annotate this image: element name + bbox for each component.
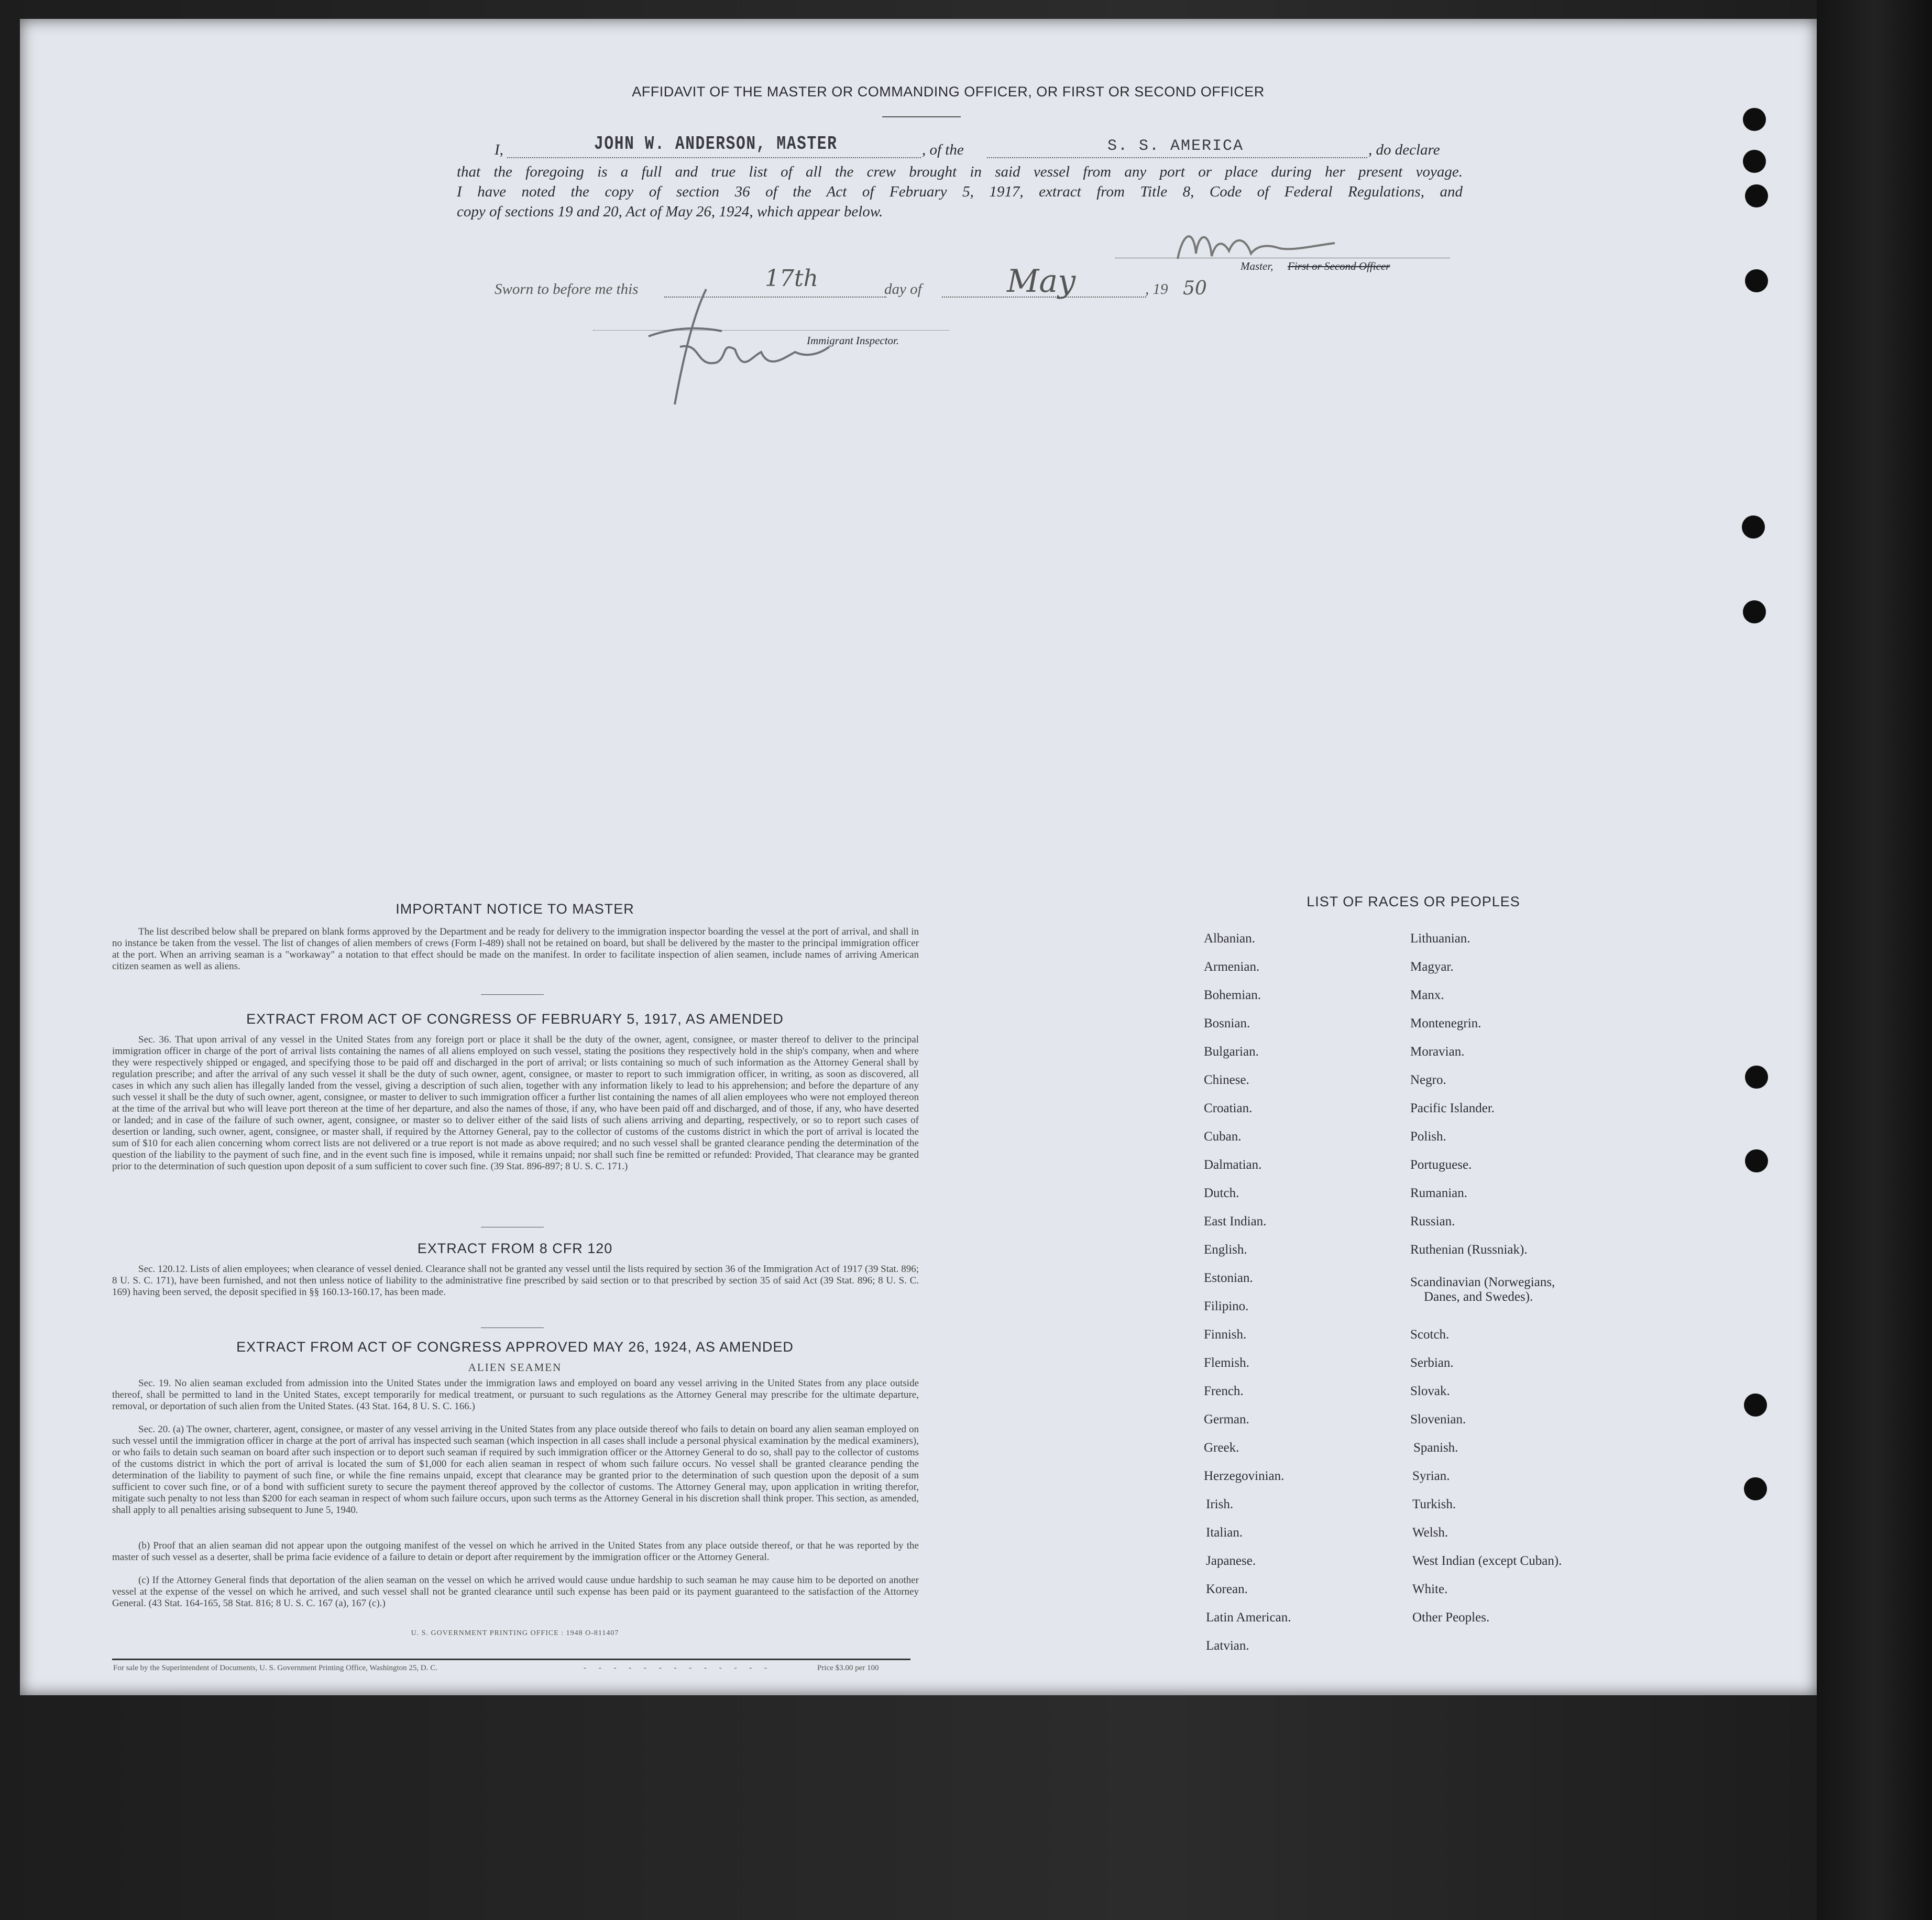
race-item: Bulgarian.	[1204, 1045, 1259, 1059]
day-of-label: day of	[884, 281, 922, 298]
punch-hole	[1745, 184, 1768, 207]
race-item: Italian.	[1206, 1526, 1243, 1540]
master-sig-label: Master,	[1241, 260, 1274, 272]
sworn-year-value: 50	[1183, 278, 1207, 299]
race-item: Rumanian.	[1410, 1186, 1468, 1200]
notice-rule	[481, 994, 544, 995]
race-item: Montenegrin.	[1410, 1016, 1481, 1030]
do-declare-label: , do declare	[1368, 141, 1440, 158]
inspector-signature-line	[593, 330, 949, 331]
punch-hole	[1743, 108, 1766, 131]
race-item: Cuban.	[1204, 1129, 1242, 1144]
race-item: French.	[1204, 1384, 1244, 1398]
vessel-name-line	[987, 157, 1367, 158]
manifest-page	[20, 19, 1817, 1695]
race-item: Croatian.	[1204, 1101, 1253, 1115]
footer-left: For sale by the Superintendent of Documents, U. S. Government Printing Office, Washington 25, D. C.	[113, 1664, 437, 1672]
extract1924-sec19: Sec. 19. No alien seaman excluded from admission into the United States under the immigration laws and employed on board any vessel arriving in the United States from any place outside thereof, shall be permitted to land in the United States, except temporarily for medical treatment, or pursuant to such regulations as the Attorney General may prescribe for the ultimate departure, removal, or deportation of such alien from the United States. (43 Stat. 164, 8 U. S. C. 166.)	[112, 1378, 919, 1412]
race-item: Dalmatian.	[1204, 1158, 1262, 1172]
footer-rule	[112, 1659, 910, 1660]
race-item: Ruthenian (Russniak).	[1410, 1243, 1528, 1257]
race-item: Other Peoples.	[1412, 1610, 1490, 1625]
extract1924-sec20c: (c) If the Attorney General finds that deportation of the alien seaman on the vessel on which he arrived would cause undue hardship to such seaman he may cause him to be deported on another vessel at the expense of the vessel on which he arrived, and such vessel shall not be granted clearance until such expense has been paid or its payment guaranteed to the satisfaction of the Attorney General. (43 Stat. 164-165, 58 Stat. 816; 8 U. S. C. 167 (a), 167 (c).)	[112, 1575, 919, 1609]
race-item: English.	[1204, 1243, 1247, 1257]
race-item: Finnish.	[1204, 1327, 1247, 1342]
race-item: Serbian.	[1410, 1356, 1454, 1370]
affidavit-body-line3: copy of sections 19 and 20, Act of May 26, 1924, which appear below.	[457, 203, 883, 220]
punch-hole	[1745, 1066, 1768, 1089]
extract1917-heading: EXTRACT FROM ACT OF CONGRESS OF FEBRUARY 5, 1917, AS AMENDED	[246, 1011, 784, 1027]
race-item: Syrian.	[1412, 1469, 1450, 1483]
race-item: Danes, and Swedes).	[1424, 1290, 1533, 1304]
affidavit-title: AFFIDAVIT OF THE MASTER OR COMMANDING OFFICER, OR FIRST OR SECOND OFFICER	[632, 84, 1265, 100]
race-item: Bosnian.	[1204, 1016, 1250, 1030]
race-item: Moravian.	[1410, 1045, 1465, 1059]
punch-hole	[1744, 1394, 1767, 1417]
race-item: Irish.	[1206, 1497, 1234, 1511]
race-item: Slovak.	[1410, 1384, 1450, 1398]
affidavit-body-line1: that the foregoing is a full and true list of all the crew brought in said vessel from any port or place during her present voyage.	[457, 163, 1463, 180]
race-item: Spanish.	[1413, 1441, 1458, 1455]
punch-hole	[1742, 515, 1765, 539]
sworn-day-value: 17th	[765, 265, 819, 292]
race-item: Negro.	[1410, 1073, 1446, 1087]
binding-edge	[1817, 0, 1932, 1920]
inspector-label: Immigrant Inspector.	[807, 334, 899, 347]
extract1924-subheading: ALIEN SEAMEN	[468, 1361, 562, 1374]
punch-hole	[1743, 150, 1766, 173]
race-item: Pacific Islander.	[1410, 1101, 1495, 1115]
race-item: German.	[1204, 1412, 1249, 1427]
race-item: Albanian.	[1204, 931, 1255, 946]
punch-hole	[1743, 600, 1766, 623]
race-item: Greek.	[1204, 1441, 1239, 1455]
race-item: Dutch.	[1204, 1186, 1239, 1200]
race-item: Scandinavian (Norwegians,	[1410, 1275, 1555, 1289]
races-heading: LIST OF RACES OR PEOPLES	[1307, 894, 1520, 909]
race-item: Herzegovinian.	[1204, 1469, 1285, 1483]
extract1924-heading: EXTRACT FROM ACT OF CONGRESS APPROVED MAY 26, 1924, AS AMENDED	[236, 1339, 794, 1355]
printer-line: U. S. GOVERNMENT PRINTING OFFICE : 1948 O-811407	[411, 1629, 619, 1637]
race-item: East Indian.	[1204, 1214, 1267, 1228]
notice-text: The list described below shall be prepared on blank forms approved by the Department and be ready for delivery to the immigration inspector boarding the vessel at the port of arrival, and shall in no instance be taken from the vessel. The list of changes of alien members of crews (Form I-489) shall not be retained on board, but shall be delivered by the master to the principal immigration officer at the port. When an arriving seaman is a "workaway" a notation to that effect should be made on the manifest. In order to facilitate inspection of alien seamen, include names of arriving American citizen seamen as well as aliens.	[112, 926, 919, 972]
race-item: Latvian.	[1206, 1639, 1249, 1653]
master-name-line	[507, 157, 921, 158]
race-item: West Indian (except Cuban).	[1412, 1554, 1562, 1568]
sworn-label: Sworn to before me this	[495, 281, 639, 298]
footer-dashes: - - - - - - - - - - - - -	[584, 1664, 772, 1672]
race-item: Russian.	[1410, 1214, 1455, 1228]
race-item: Latin American.	[1206, 1610, 1291, 1625]
punch-hole	[1745, 1149, 1768, 1172]
extract1924-sec20a: Sec. 20. (a) The owner, charterer, agent, consignee, or master of any vessel arriving in the United States from any place outside thereof who fails to detain on board any alien seaman employed on such vessel until the immigration officer in charge at the port of arrival has inspected such seaman (which inspection in all cases shall include a personal physical examination by the medical examiners), or who fails to detain such seaman on board after such inspection or to deport such seaman if required by such immigration officer or the Attorney General to do so, shall pay to the collector of customs of the customs district in which the port of arrival is located the sum of $1,000 for each alien seaman in respect of whom such failure occurs. No vessel shall be granted clearance pending the determination of the liability to payment of such fine, or while the fine remains unpaid, except that clearance may be granted prior to the determination of such question upon the deposit of a sum sufficient to cover such fine, or of a bond with sufficient surety to secure the payment thereof approved by the collector of customs. The Attorney General may, upon application in writing therefor, mitigate such penalty to not less than $200 for each seaman in respect of whom such failure occurs, upon such terms as the Attorney General in his discretion shall think proper. This section, as amended, shall apply to all penalties arising subsequent to June 5, 1940.	[112, 1424, 919, 1516]
race-item: Chinese.	[1204, 1073, 1249, 1087]
affidavit-i-label: I,	[495, 141, 503, 158]
race-item: Scotch.	[1410, 1327, 1450, 1342]
race-item: Welsh.	[1412, 1526, 1448, 1540]
race-item: Lithuanian.	[1410, 931, 1470, 946]
punch-hole	[1745, 269, 1768, 292]
extract1917-text: Sec. 36. That upon arrival of any vessel in the United States from any foreign port or place it shall be the duty of the owner, agent, consignee, or master thereof to deliver to the principal immigration officer in charge of the port of arrival lists containing the names of all aliens employed on such vessel, stating the positions they respectively hold in the ship's company, when and where they were respectively shipped or engaged, and specifying those to be paid off and discharged in the port of arrival; or lists containing so much of such information as the Attorney General shall by regulation prescribe; and after the arrival of any such vessel it shall be the duty of such owner, agent, consignee, or master to report to such immigration officer, in writing, as soon as discovered, all cases in which any such alien has illegally landed from the vessel, giving a description of such alien, together with any information likely to lead to his apprehension; and before the departure of any such vessel it shall be the duty of such owner, agent, consignee, or master to deliver to such immigration officer a further list containing the names of all alien employees who were not employed thereon at the time of the arrival but who will leave port thereon at the time of her departure, and also the names of those, if any, who have been paid off and discharged, and of those, if any, who have deserted or landed; and in case of the failure of such owner, agent, consignee, or master so to deliver either of the said lists of such aliens arriving and departing, respectively, or so to report such cases of desertion or landing, such owner, agent, consignee, or master shall, if required by the Attorney General, pay to the collector of customs of the customs district in which the port of arrival is located the sum of $10 for each alien concerning whom correct lists are not delivered or a true report is not made as above required; and no such vessel shall be granted clearance pending the determination of the question of the liability to the payment of such fine, and in the event such fine is imposed, while it remains unpaid; nor shall such fine be remitted or refunded: Provided, That clearance may be granted prior to the determination of such question upon deposit of a sum sufficient to cover such fine. (39 Stat. 896-897; 8 U. S. C. 171.)	[112, 1034, 919, 1172]
year-prefix: , 19	[1145, 281, 1168, 298]
notice-heading: IMPORTANT NOTICE TO MASTER	[396, 901, 634, 917]
extractCFR-rule	[481, 1327, 544, 1328]
race-item: Manx.	[1410, 988, 1444, 1002]
extractCFR-text: Sec. 120.12. Lists of alien employees; when clearance of vessel denied. Clearance shall not be granted any vessel until the lists required by section 36 of the Immigration Act of 1917 (39 Stat. 896; 8 U. S. C. 171), have been furnished, and not then unless notice of liability to the administrative fine prescribed by said section or to that prescribed by section 35 of said Act (39 Stat. 896; 8 U. S. C. 169) having been served, the deposit specified in §§ 160.13-160.17, has been made.	[112, 1264, 919, 1298]
master-sig-struck: First or Second Officer	[1288, 260, 1390, 272]
race-item: Magyar.	[1410, 960, 1454, 974]
race-item: Filipino.	[1204, 1299, 1249, 1313]
of-the-label: , of the	[922, 141, 964, 158]
affidavit-body-line2: I have noted the copy of section 36 of the Act of February 5, 1917, extract from Title 8, Code of Federal Regulations, and	[457, 183, 1463, 200]
race-item: Polish.	[1410, 1129, 1446, 1144]
race-item: Korean.	[1206, 1582, 1248, 1596]
title-rule	[882, 116, 961, 117]
extract1924-sec20b: (b) Proof that an alien seaman did not appear upon the outgoing manifest of the vessel on which he arrived in the United States from any place outside thereof, or that he was reported by the master of such vessel as a deserter, shall be prima facie evidence of a failure to detain or deport after requirement by the immigration officer or the Attorney General.	[112, 1540, 919, 1563]
race-item: Japanese.	[1206, 1554, 1256, 1568]
race-item: Bohemian.	[1204, 988, 1261, 1002]
race-item: Slovenian.	[1410, 1412, 1466, 1427]
footer-right: Price $3.00 per 100	[817, 1664, 879, 1672]
race-item: Turkish.	[1412, 1497, 1456, 1511]
punch-hole	[1744, 1477, 1767, 1500]
inspector-signature	[638, 279, 837, 420]
vessel-name-value: S. S. AMERICA	[1107, 137, 1244, 155]
sworn-month-value: May	[1007, 263, 1076, 300]
race-item: Armenian.	[1204, 960, 1260, 974]
race-item: Estonian.	[1204, 1271, 1253, 1285]
race-item: Portuguese.	[1410, 1158, 1472, 1172]
master-name-value: JOHN W. ANDERSON, MASTER	[594, 133, 838, 155]
extractCFR-heading: EXTRACT FROM 8 CFR 120	[417, 1241, 613, 1256]
race-item: Flemish.	[1204, 1356, 1249, 1370]
race-item: White.	[1412, 1582, 1448, 1596]
